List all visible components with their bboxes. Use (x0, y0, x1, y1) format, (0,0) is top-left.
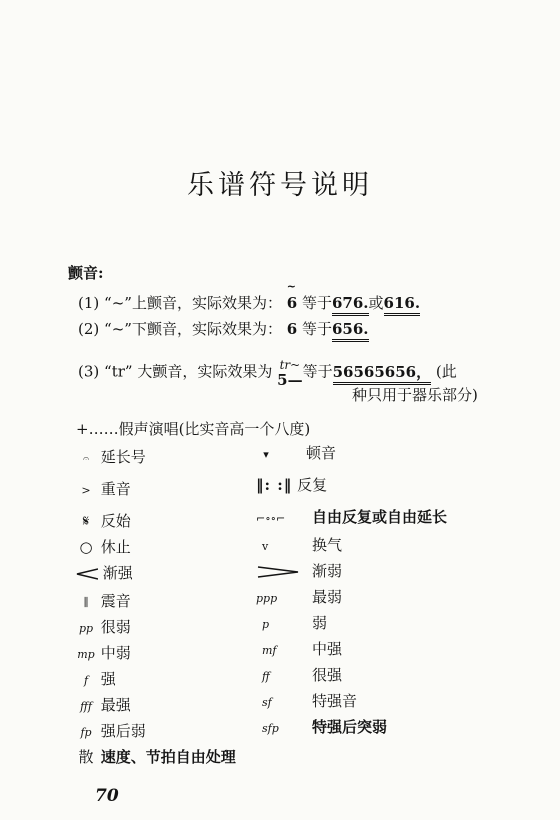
trill-equals: 等于 (301, 294, 332, 312)
symbol-label: 反始 (100, 512, 131, 530)
symbol-label: 最弱 (312, 588, 343, 606)
trill-item-1 (78, 280, 421, 313)
trill-item-2 (78, 318, 369, 339)
breath-icon: v (262, 540, 269, 553)
dynamic-fff-icon: fff (80, 700, 92, 713)
trill-note: ~ 6 (286, 280, 298, 312)
list-item (76, 562, 133, 583)
dynamic-sf-icon: sf (262, 696, 272, 709)
trill-result-alt: 616. (384, 294, 421, 316)
symbol-label: 特强后突弱 (312, 718, 388, 736)
symbol-label: 很强 (312, 666, 343, 684)
crescendo-icon (76, 568, 98, 580)
list-item (76, 536, 131, 557)
dynamic-mp-icon: mp (77, 648, 95, 661)
symbol-label: 最强 (100, 696, 131, 714)
tremolo-icon: ∥ (83, 596, 89, 609)
list-item (256, 586, 342, 607)
trill-index: (2) (78, 320, 100, 338)
trill-fraction (277, 357, 302, 388)
list-item (256, 506, 447, 527)
list-item (256, 638, 342, 659)
list-item (76, 590, 131, 611)
symbol-label: 反复 (297, 476, 328, 494)
list-item (256, 690, 357, 711)
list-item (256, 474, 327, 495)
symbol-label: 渐强 (102, 564, 133, 582)
trill-equals: 等于 (301, 320, 332, 338)
dynamic-ff-icon: ff (262, 670, 270, 683)
trill-index: (3) (78, 362, 100, 381)
list-item (76, 616, 131, 637)
trill-note: 6 (286, 320, 298, 338)
staccato-icon: ▾ (263, 448, 269, 461)
trill-result: 56565656， (333, 363, 432, 385)
symbol-label: 特强音 (312, 692, 358, 710)
trill-name: 大颤音，实际效果为 (137, 362, 273, 381)
falsetto-line: +……假声演唱(比实音高一个八度) (76, 420, 311, 438)
trill-result: 676. (332, 294, 369, 316)
symbol-label: 中强 (312, 640, 343, 658)
trill-symbol: “~” (104, 320, 132, 338)
list-item (256, 716, 387, 737)
trill-symbol: “tr” (104, 362, 133, 381)
trill-note-line2: 种只用于器乐部分) (352, 386, 478, 404)
symbol-label: 休止 (100, 538, 131, 556)
dynamic-p-icon: p (262, 618, 270, 631)
section-label-trill: 颤音: (68, 264, 104, 282)
trill-mark-icon: tr~ (279, 358, 301, 372)
list-item (256, 534, 342, 555)
trill-index: (1) (78, 294, 100, 312)
trill-note: 5— (277, 371, 303, 389)
symbol-label: 强后弱 (100, 722, 146, 740)
trill-name: 上颤音，实际效果为： (131, 294, 282, 312)
list-item (256, 612, 327, 633)
list-item (76, 720, 146, 741)
symbol-label: 自由反复或自由延长 (312, 508, 448, 526)
trill-note-open: (此 (435, 362, 457, 381)
list-item (76, 510, 131, 531)
trill-name: 下颤音，实际效果为： (131, 320, 282, 338)
repeat-icon: ‖: :‖ (256, 476, 293, 494)
symbol-label: 换气 (312, 536, 343, 554)
rest-circle-icon: ○ (79, 538, 93, 556)
symbol-label: 渐弱 (312, 562, 343, 580)
symbol-label: 重音 (100, 480, 131, 498)
dynamic-sfp-icon: sfp (262, 722, 279, 735)
accent-icon: > (81, 484, 91, 497)
segno-icon: 𝄋 (82, 512, 90, 530)
symbol-label: 很弱 (100, 618, 131, 636)
page-title: 乐谱符号说明 (187, 170, 373, 201)
trill-symbol: “~” (104, 294, 132, 312)
symbol-label: 震音 (100, 592, 131, 610)
trill-result: 656. (332, 320, 369, 342)
list-item (256, 664, 342, 685)
symbol-label: 强 (100, 670, 116, 688)
symbol-label: 速度、节拍自由处理 (100, 748, 236, 766)
dynamic-fp-icon: fp (80, 726, 92, 739)
dynamic-mf-icon: mf (262, 644, 277, 657)
list-item (76, 668, 116, 689)
fermata-icon: 𝄐 (82, 452, 90, 465)
list-item (256, 442, 336, 463)
trill-mark-icon: ~ (286, 280, 296, 293)
symbol-label: 弱 (312, 614, 328, 632)
list-item (76, 642, 131, 663)
decrescendo-icon (256, 566, 300, 578)
symbol-label: 延长号 (100, 448, 146, 466)
list-item (76, 746, 236, 767)
symbol-label: 顿音 (306, 444, 337, 462)
page-number: 70 (95, 786, 119, 806)
dynamic-pp-icon: pp (78, 622, 94, 635)
dynamic-ppp-icon: ppp (256, 592, 278, 605)
symbol-label: 中弱 (100, 644, 131, 662)
free-repeat-icon: ⌐∘∘⌐ (256, 512, 286, 525)
dynamic-f-icon: f (83, 674, 89, 687)
list-item (76, 446, 146, 467)
list-item (256, 560, 342, 581)
trill-equals: 等于 (302, 362, 333, 381)
list-item (76, 694, 131, 715)
free-tempo-mark: 散 (78, 748, 94, 766)
trill-or: 或 (368, 294, 384, 312)
list-item (76, 478, 131, 499)
